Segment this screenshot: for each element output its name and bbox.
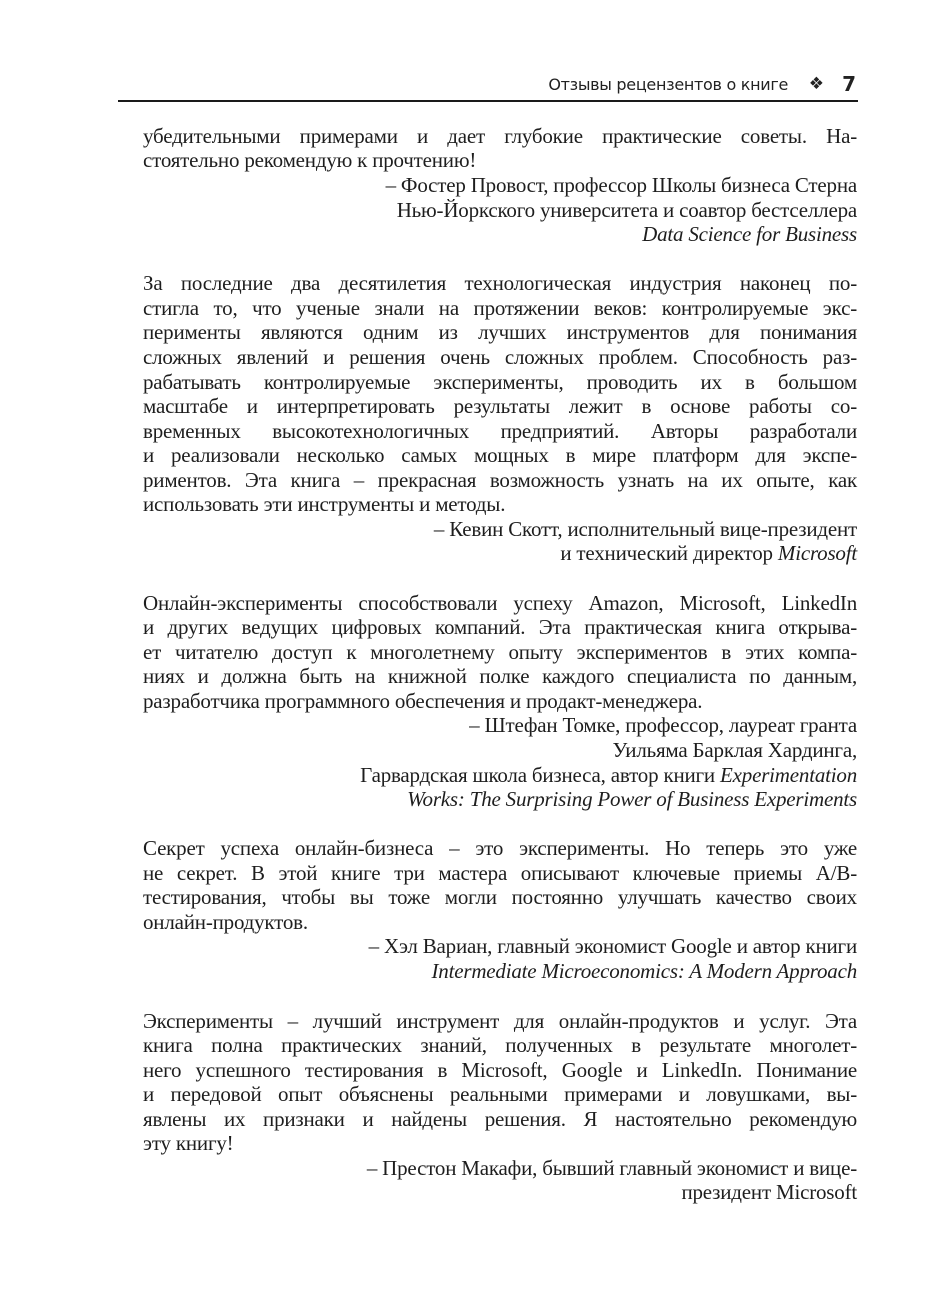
review-body-line: эту книгу! <box>143 1131 234 1155</box>
ornament-icon: ❖ <box>808 74 824 94</box>
running-title: Отзывы рецензентов о книге <box>548 75 788 94</box>
review-body-line: и передовой опыт объяснены реальными примерами и ловушками, вы- <box>143 1082 857 1106</box>
review-attribution-line: Works: The Surprising Power of Business Experiments <box>407 787 857 811</box>
review-attribution-line: Уильяма Барклая Хардинга, <box>612 738 857 762</box>
review-attribution-line: – Штефан Томке, профессор, лауреат гранта <box>469 713 857 737</box>
review-body-line: ет читателю доступ к многолетнему опыту экспериментов в этих компа- <box>143 640 857 664</box>
review-attribution-line: – Кевин Скотт, исполнительный вице-президент <box>433 517 857 541</box>
review-body-line: не секрет. В этой книге три мастера описывают ключевые приемы A/B- <box>143 861 857 885</box>
review-body-line: Онлайн-эксперименты способствовали успеху Amazon, Microsoft, LinkedIn <box>143 591 857 615</box>
running-header <box>118 72 858 102</box>
review-attribution-line: Гарвардская школа бизнеса, автор книги Experimentation <box>360 763 857 787</box>
review-body-line: и реализовали несколько самых мощных в мире платформ для экспе- <box>143 443 857 467</box>
review-body-line: За последние два десятилетия технологическая индустрия наконец по- <box>143 271 857 295</box>
review-body-line: стигла то, что ученые знали на протяжении веков: контролируемые экс- <box>143 296 857 320</box>
review-body-line: масштабе и интерпретировать результаты лежит в основе работы со- <box>143 394 857 418</box>
review-body-line: сложных явлений и решения очень сложных проблем. Способность раз- <box>143 345 857 369</box>
review-attribution-line: и технический директор Microsoft <box>560 541 857 565</box>
review-attribution-line: Data Science for Business <box>642 222 857 246</box>
review-attribution-line: Нью-Йоркского университета и соавтор бестселлера <box>396 198 857 222</box>
review-attribution-line: президент Microsoft <box>681 1180 857 1204</box>
page-number: 7 <box>842 72 856 96</box>
review-body-line: убедительными примерами и дает глубокие практические советы. На- <box>143 124 857 148</box>
review-body-line: временных высокотехнологичных предприятий. Авторы разработали <box>143 419 857 443</box>
review-body-line: Секрет успеха онлайн-бизнеса – это эксперименты. Но теперь это уже <box>143 836 857 860</box>
review-body-line: разработчика программного обеспечения и продакт-менеджера. <box>143 689 703 713</box>
review-attribution-line: – Фостер Провост, профессор Школы бизнеса Стерна <box>385 173 857 197</box>
review-body-line: рабатывать контролируемые эксперименты, проводить их в большом <box>143 370 857 394</box>
review-body-line: использовать эти инструменты и методы. <box>143 492 506 516</box>
review-body-line: него успешного тестирования в Microsoft, Google и LinkedIn. Понимание <box>143 1058 857 1082</box>
review-body-line: риментов. Эта книга – прекрасная возможность узнать на их опыте, как <box>143 468 857 492</box>
review-body-line: ниях и должна быть на книжной полке каждого специалиста по данным, <box>143 664 857 688</box>
review-attribution-line: Intermediate Microeconomics: A Modern Approach <box>431 959 857 983</box>
review-body-line: явлены их признаки и найдены решения. Я настоятельно рекомендую <box>143 1107 857 1131</box>
review-body-line: тестирования, чтобы вы тоже могли постоянно улучшать качество своих <box>143 885 857 909</box>
review-body-line: и других ведущих цифровых компаний. Эта практическая книга открыва- <box>143 615 857 639</box>
review-body-line: Эксперименты – лучший инструмент для онлайн-продуктов и услуг. Эта <box>143 1009 857 1033</box>
review-body-line: книга полна практических знаний, полученных в результате многолет- <box>143 1033 857 1057</box>
review-body-line: перименты являются одним из лучших инструментов для понимания <box>143 320 857 344</box>
review-body-line: онлайн-продуктов. <box>143 910 308 934</box>
review-body-line: стоятельно рекомендую к прочтению! <box>143 148 477 172</box>
review-attribution-line: – Престон Макафи, бывший главный экономист и вице- <box>366 1156 857 1180</box>
review-attribution-line: – Хэл Вариан, главный экономист Google и автор книги <box>368 934 857 958</box>
